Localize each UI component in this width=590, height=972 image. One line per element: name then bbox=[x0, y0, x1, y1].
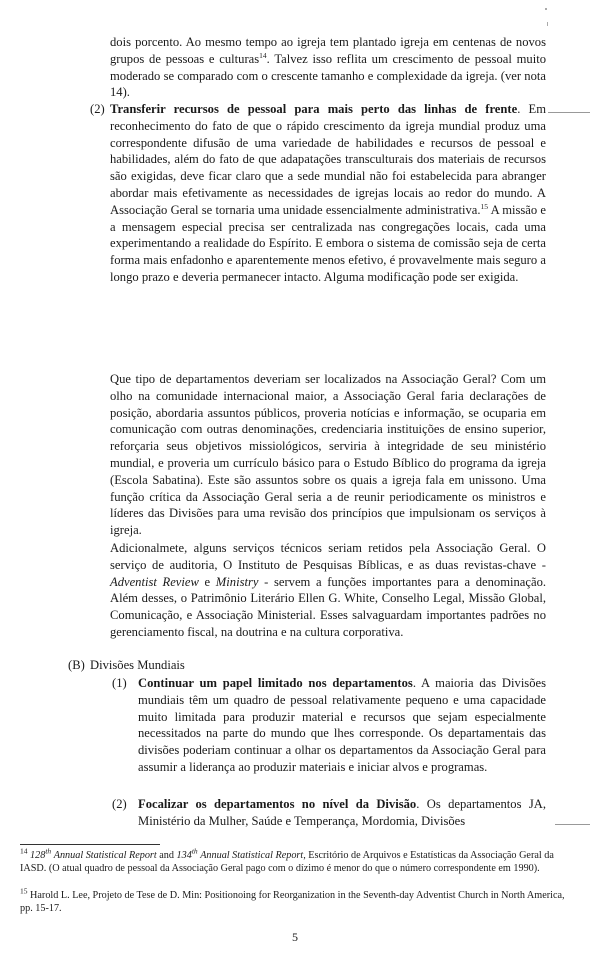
b2-heading: Focalizar os departamentos no nível da Divisão bbox=[138, 797, 417, 811]
scan-line bbox=[555, 824, 590, 825]
b1-text: . A maioria das Divisões mundiais têm um quadro de pessoal relativamente pequeno e uma capacidade muito limitada para produzir material e recursos que sejam especialmente necessitados na parte do mundo que lhes corresponde. Os departamentais das divisões poderiam continuar a olhar os departamentos da Associação Geral para assumir a liderança ao produzir materiais e iniciar alvos e programas. bbox=[138, 676, 547, 774]
b2-text: . Os departamentos JA, Ministério da Mulher, Saúde e Temperança, Mordomia, Divisões bbox=[138, 797, 546, 828]
item-number: (1) bbox=[112, 676, 127, 690]
fn14-part: 134 bbox=[176, 850, 192, 861]
footnote-ref: 15 bbox=[480, 201, 489, 211]
scan-speck bbox=[547, 22, 548, 26]
item2-heading: Transferir recursos de pessoal para mais perto das linhas de frente bbox=[110, 102, 518, 116]
item-number: (2) bbox=[112, 797, 127, 811]
footnote-number: 15 bbox=[20, 886, 28, 896]
fn14-and: and bbox=[156, 850, 177, 861]
item2-paragraph-3 bbox=[110, 540, 546, 641]
adventist-review-title: Adventist Review bbox=[110, 574, 199, 589]
footnote-ref: 14 bbox=[259, 50, 267, 60]
footnote-15 bbox=[20, 886, 568, 915]
fn14-report-title: Annual Statistical Report bbox=[200, 850, 304, 861]
item2-paragraph-1-tail: A missão e a mensagem especial precisa ser centralizada nas congregações locais, cada uma experimentando a realidade do Espírito. E embora o sistema de comissão seja de certa forma mais enfadonho e aparentemente menos efetivo, é provavelmente mais seguro a longo prazo e deveria permanecer intacto. Alguma modificação pode ser exigida. bbox=[110, 202, 546, 284]
item2-paragraph-2: Que tipo de departamentos deveriam ser localizados na Associação Geral? Com um olho na comunidade internacional maior, a Associação Geral faria declarações de posição, abordaria assuntos públicos, proveria notícias e informação, se ocuparia em comunicação com outras denominações, credenciaria instituições de ensino superior, reforçaria seus objetivos missiológicos, serviria à integridade de seu ministério mundial, e proveria um currículo básico para o Estudo Bíblico do programa da igreja (Escola Sabatina). Este são assuntos sobre os quais a igreja fala em unissono. Uma função crítica da Associação Geral seria a de reunir periodicamente os ministros e líderes das Divisões para uma revisão dos princípios que impulsionam os serviços à igreja. bbox=[110, 372, 546, 538]
footnote-rule bbox=[20, 844, 160, 845]
scan-line bbox=[548, 112, 590, 113]
section-label: (B) bbox=[68, 658, 85, 672]
intro-tail: . Talvez isso reflita um crescimento de pessoal muito moderado se comparado com o crescente tamanho e complexidade da igreja. (ver nota 14). bbox=[110, 51, 546, 100]
item2-block bbox=[110, 101, 546, 286]
b2-paragraph bbox=[138, 796, 546, 830]
b1-paragraph bbox=[138, 675, 546, 776]
item-number: (2) bbox=[90, 102, 105, 116]
footnote-number: 14 bbox=[20, 846, 28, 856]
intro-text: dois porcento. Ao mesmo tempo ao igreja tem plantado igreja em centenas de novos grupos de pessoas e culturas bbox=[110, 35, 546, 66]
ministry-title: Ministry bbox=[215, 574, 259, 589]
item2-paragraph-1: Em reconhecimento do fato de que o rápido crescimento da igreja mundial produz uma correspondente difusão de uma variedade de habilidades e recursos de pessoal e habilidades, além do fato de que adapatações transculturais dos materiais de recursos são exigidas, deve ficar claro que a sede mundial não foi estabelecida para abranger abordar mais efetivamente as necessidades de igrejas locais ao redor do mundo. A Associação Geral se tornaria uma unidade essencialmente administrativa. bbox=[110, 102, 546, 217]
b1-heading: Continuar um papel limitado nos departamentos bbox=[138, 676, 413, 690]
intro-paragraph bbox=[110, 34, 546, 101]
page-number: 5 bbox=[292, 930, 298, 944]
fn14-sup: th bbox=[45, 846, 52, 856]
fn14-sup: th bbox=[191, 846, 198, 856]
p3-start: Adicionalmete, alguns serviços técnicos seriam retidos pela Associação Geral. O serviço de auditoria, O Instituto de Pesquisas Bíblicas, e as duas revistas-chave - bbox=[110, 541, 546, 572]
fn14-part: 128 bbox=[30, 850, 46, 861]
scan-speck bbox=[545, 8, 547, 10]
fn14-rest: , Escritório de Arquivos e Estatísticas da Associação Geral da IASD. (O atual quadro de pessoal da Associação Geral pago com o dízimo é menor do que o número correspondente em 1990). bbox=[20, 850, 554, 874]
section-title: Divisões Mundiais bbox=[90, 658, 185, 672]
footnote-14 bbox=[20, 846, 568, 875]
p3-and: e bbox=[198, 574, 216, 589]
item2-heading-end: . bbox=[517, 102, 521, 116]
fn14-report-title: Annual Statistical Report bbox=[53, 850, 157, 861]
p3-end: - servem a funções importantes para a denominação. Além desses, o Patrimônio Literário Ellen G. White, Conselho Legal, Missão Global, Comunicação, e Associação Ministerial. Esses salvaguardam importantes padrões no gerenciamento fiscal, na doutrina e na cultura corporativa. bbox=[110, 574, 547, 639]
fn15-text: Harold L. Lee, Projeto de Tese de D. Min: Positionoing for Reorganization in the Seventh-day Adventist Church in North America, pp. 15-17. bbox=[20, 890, 565, 914]
